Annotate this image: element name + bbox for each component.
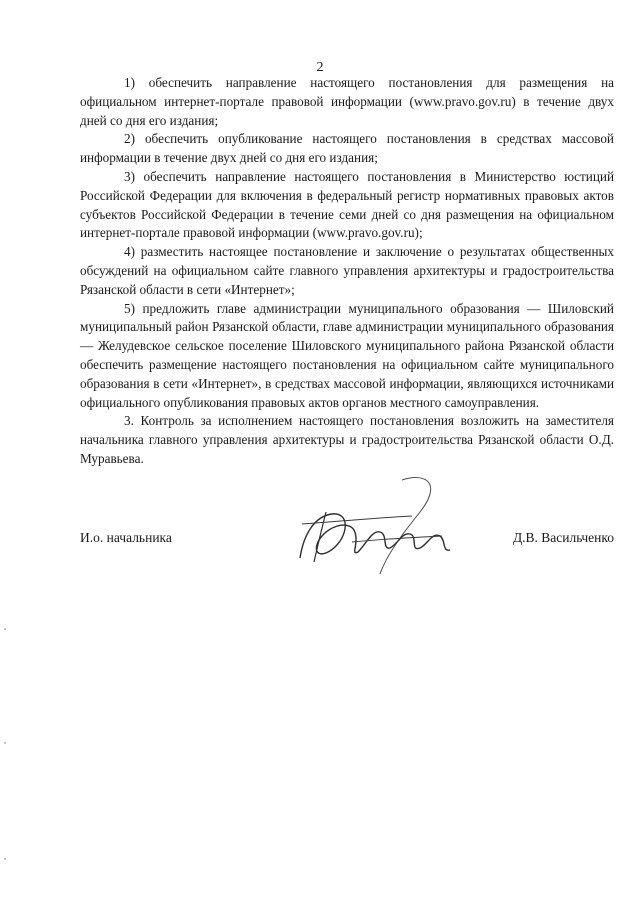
scan-artifact	[4, 628, 6, 630]
signature-block	[80, 520, 614, 580]
page-number: 2	[316, 60, 324, 75]
paragraph-item-1: 1) обеспечить направление настоящего постановления для размещения на официальном интернет-портале правовой информации (www.pravo.gov.ru) в течение двух дней со дня его издания;	[80, 75, 614, 128]
paragraph-item-5: 5) предложить главе администрации муниципального образования — Шиловский муниципальный район Рязанской области, главе администрации муниципального образования — Желудевское сельское поселение Шиловского муниципального района Рязанской области обеспечить размещение настоящего постановления на официальном сайте муниципального образования в сети «Интернет», в средствах массовой информации, являющихся источниками официального опубликования правовых актов органов местного самоуправления.	[80, 300, 614, 410]
signatory-name: Д.В. Васильченко	[512, 530, 614, 545]
paragraph-item-2: 2) обеспечить опубликование настоящего постановления в средствах массовой информации в течение двух дней со дня его издания;	[80, 131, 614, 166]
paragraph-control-clause: 3. Контроль за исполнением настоящего постановления возложить на заместителя начальника главного управления архитектуры и градостроительства Рязанской области О.Д. Муравьева.	[80, 413, 614, 466]
scan-artifact	[4, 742, 6, 744]
document-body	[80, 74, 614, 469]
paragraph-item-4: 4) разместить настоящее постановление и заключение о результатах общественных обсуждений на официальном сайте главного управления архитектуры и градостроительства Рязанской области в сети «Интернет»;	[80, 244, 614, 297]
paragraph-item-3: 3) обеспечить направление настоящего постановления в Министерство юстиций Российской Федерации для включения в федеральный регистр нормативных правовых актов субъектов Российской Федерации в течение семи дней со дня размещения на официальном интернет-портале правовой информации (www.pravo.gov.ru);	[80, 168, 614, 241]
signatory-position: И.о. начальника	[80, 530, 172, 545]
handwritten-signature	[292, 472, 462, 582]
scan-artifact	[4, 858, 6, 860]
